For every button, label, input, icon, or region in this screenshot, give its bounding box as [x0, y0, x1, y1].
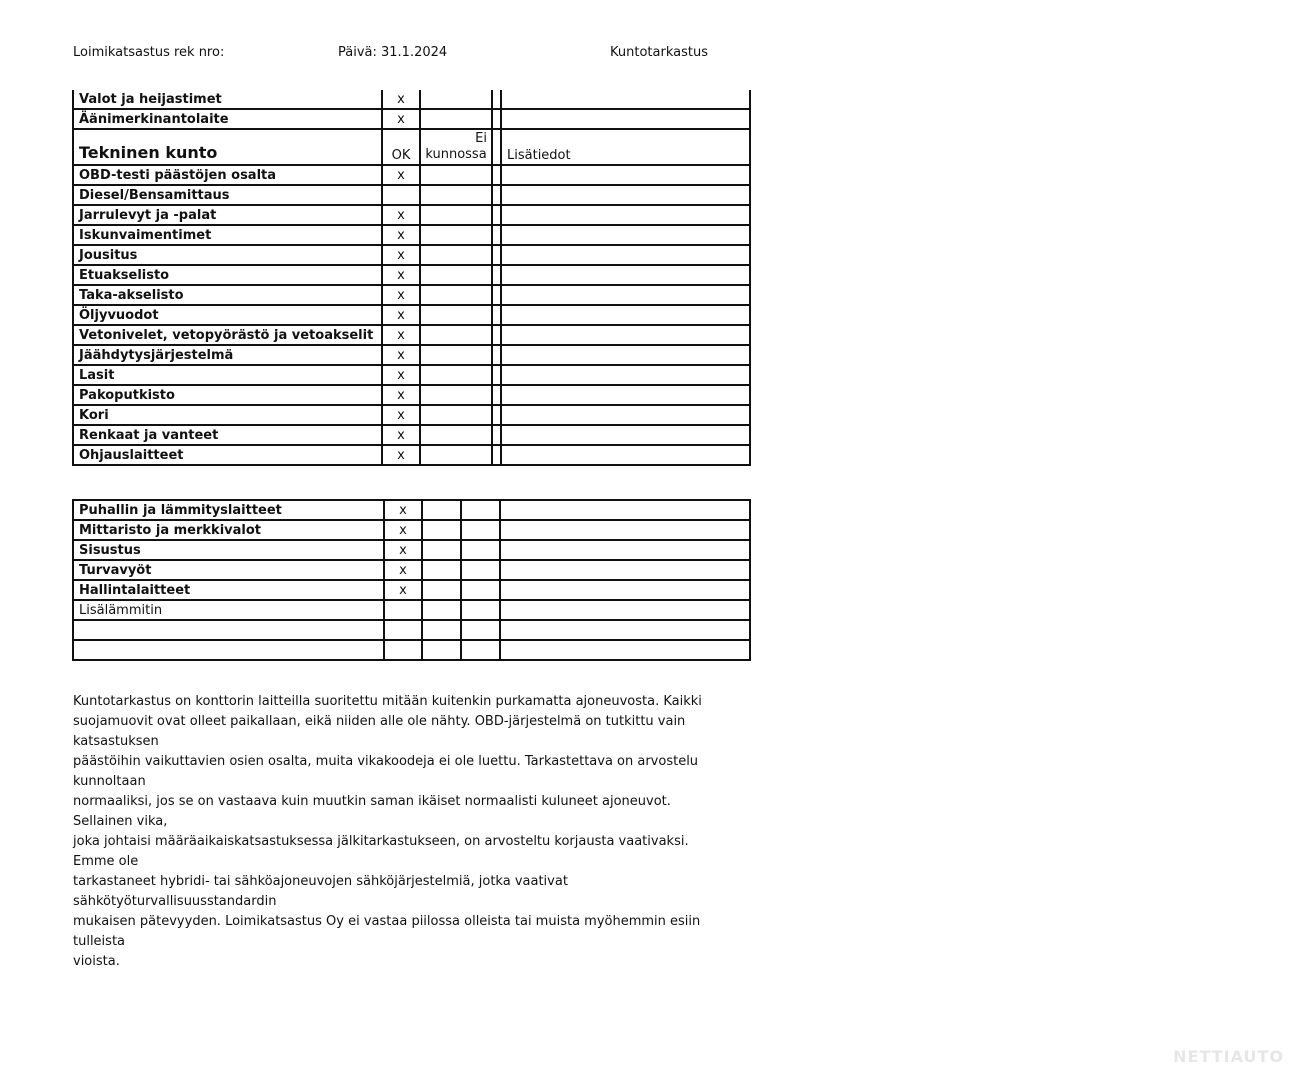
table-row: [74, 541, 749, 561]
table-row: [74, 90, 749, 110]
row-label: Diesel/Bensamittaus: [79, 187, 230, 203]
table-row: [74, 621, 749, 641]
ok-mark: x: [397, 111, 405, 127]
row-label: Vetonivelet, vetopyörästö ja vetoakselit: [79, 327, 374, 343]
row-label: Valot ja heijastimet: [79, 91, 222, 107]
ok-mark: x: [397, 247, 405, 263]
ok-mark: x: [397, 327, 405, 343]
notes-column-header: Lisätiedot: [507, 148, 571, 163]
table-row: [74, 386, 749, 406]
not-ok-column-header: [421, 130, 491, 164]
ok-mark: x: [397, 387, 405, 403]
row-label: Taka-akselisto: [79, 287, 184, 303]
table-row: [74, 346, 749, 366]
not-ok-header-line2: kunnossa: [425, 147, 487, 162]
table-row: [74, 446, 749, 466]
table-row: [74, 110, 749, 130]
row-label: Puhallin ja lämmityslaitteet: [79, 502, 282, 518]
table-row: [74, 246, 749, 266]
table-row: [74, 561, 749, 581]
disclaimer-text: Kuntotarkastus on konttorin laitteilla suoritettu mitään kuitenkin purkamatta ajoneuvosta. Kaikki suojamuovit ovat olleet paikallaan, eikä niiden alle ole nähty. OBD-järjestelmä on tutkittu vain katsastuksen päästöihin vaikuttavien osien osalta, muita vikakoodeja ei ole luettu. Tarkastettava on arvostelu kunnoltaan normaaliksi, jos se on vastaava kuin muutkin saman ikäiset normaalisti kuluneet ajoneuvot. Sellainen vika, joka johtaisi määräaikaiskatsastuksessa jälkitarkastukseen, on arvosteltu korjausta vaativaksi. Emme ole tarkastaneet hybridi- tai sähköajoneuvojen sähköjärjestelmiä, jotka vaativat sähkötyöturvallisuusstandardin mukaisen pätevyyden. Loimikatsastus Oy ei vastaa piilossa olleista tai muista myöhemmin esiin tulleista vioista.: [73, 694, 702, 969]
section-header-row: [74, 130, 749, 166]
ok-mark: x: [397, 407, 405, 423]
ok-mark: x: [397, 287, 405, 303]
row-label: Hallintalaitteet: [79, 582, 191, 598]
not-ok-header-line1: Ei: [475, 131, 487, 146]
ok-mark: [385, 641, 421, 659]
table-row: [74, 306, 749, 326]
column-divider: [491, 130, 493, 164]
ok-mark: x: [397, 427, 405, 443]
header-inspector-label: Loimikatsastus rek nro:: [73, 45, 225, 60]
ok-mark: x: [399, 562, 407, 578]
ok-mark: [385, 601, 421, 619]
ok-mark: x: [399, 582, 407, 598]
table-row: [74, 226, 749, 246]
column-divider: [500, 130, 502, 164]
row-label: Iskunvaimentimet: [79, 227, 212, 243]
row-label: Kori: [79, 407, 109, 423]
ok-column-header: OK: [391, 148, 411, 163]
ok-mark: x: [399, 542, 407, 558]
row-label: Ohjauslaitteet: [79, 447, 184, 463]
ok-mark: x: [399, 522, 407, 538]
ok-mark: x: [397, 91, 405, 107]
row-label: Pakoputkisto: [79, 387, 175, 403]
table-row: [74, 266, 749, 286]
ok-mark: [385, 621, 421, 639]
table-row: [74, 326, 749, 346]
row-label: Lasit: [79, 367, 115, 383]
row-label: Renkaat ja vanteet: [79, 427, 219, 443]
table-row: [74, 521, 749, 541]
row-label: Etuakselisto: [79, 267, 170, 283]
table-row: [74, 426, 749, 446]
table-row: [74, 286, 749, 306]
header-date: Päivä: 31.1.2024: [338, 45, 448, 60]
table-row: [74, 581, 749, 601]
watermark-logo: NETTIAUTO: [1173, 1047, 1284, 1066]
table-row: [74, 501, 749, 521]
row-label: Jousitus: [79, 247, 138, 263]
ok-mark: x: [397, 167, 405, 183]
ok-mark: x: [397, 267, 405, 283]
table-row: [74, 601, 749, 621]
table-row: [74, 186, 749, 206]
ok-mark: x: [397, 347, 405, 363]
table-row: [74, 206, 749, 226]
ok-mark: x: [397, 367, 405, 383]
row-label: Jäähdytysjärjestelmä: [79, 347, 234, 363]
ok-mark: x: [397, 447, 405, 463]
section-title: Tekninen kunto: [79, 143, 218, 162]
table-row: [74, 641, 749, 661]
inspection-table-technical: [72, 90, 751, 466]
ok-mark: [383, 186, 419, 204]
row-label: Jarrulevyt ja -palat: [79, 207, 217, 223]
row-label: Äänimerkinantolaite: [79, 111, 229, 127]
table-row: [74, 366, 749, 386]
ok-mark: x: [397, 307, 405, 323]
ok-mark: x: [397, 227, 405, 243]
row-label: Turvavyöt: [79, 562, 152, 578]
row-label: Mittaristo ja merkkivalot: [79, 522, 261, 538]
ok-mark: x: [397, 207, 405, 223]
table-row: [74, 166, 749, 186]
header-title: Kuntotarkastus: [610, 45, 708, 60]
row-label: OBD-testi päästöjen osalta: [79, 167, 277, 183]
ok-mark: x: [399, 502, 407, 518]
row-label: Öljyvuodot: [79, 307, 159, 323]
inspection-table-interior: [72, 499, 751, 661]
row-label: Lisälämmitin: [79, 602, 163, 618]
row-label: Sisustus: [79, 542, 141, 558]
table-row: [74, 406, 749, 426]
